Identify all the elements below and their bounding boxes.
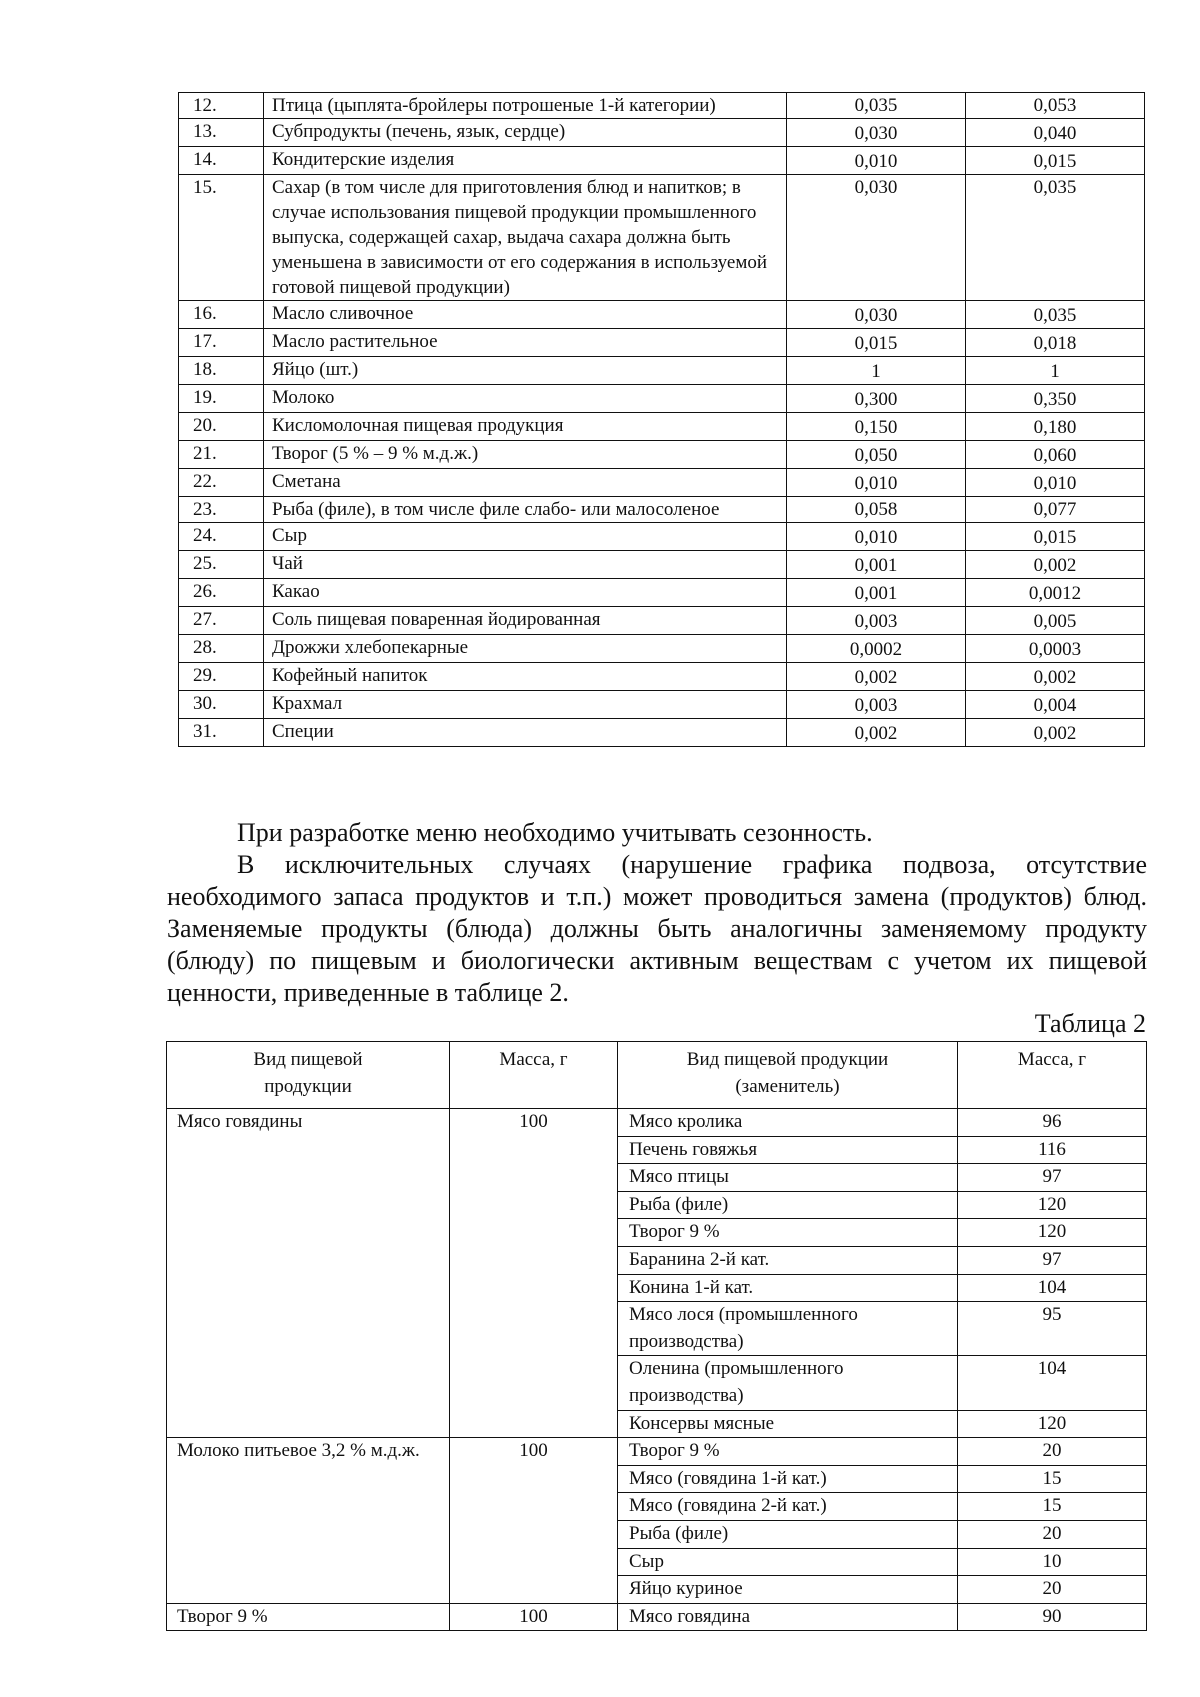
- product-name-text: Масло сливочное: [272, 303, 414, 324]
- norm-value-2-text: 0,040: [1033, 123, 1077, 144]
- substitute-name: Печень говяжья: [618, 1136, 958, 1164]
- product-name: [264, 607, 787, 635]
- product-name-text: Творог (5 % – 9 % м.д.ж.): [272, 443, 479, 464]
- substitute-name: Яйцо куриное: [618, 1576, 958, 1604]
- norm-value-2: [966, 119, 1145, 147]
- substitute-mass: 120: [958, 1219, 1147, 1247]
- row-number: [179, 469, 264, 497]
- norm-value-1: [787, 469, 966, 497]
- norm-value-1: [787, 301, 966, 329]
- row-number: [179, 301, 264, 329]
- table-row: [179, 663, 1145, 691]
- row-number: [179, 175, 264, 301]
- row-number-text: 13.: [193, 121, 217, 142]
- product-name-text: Рыба (филе), в том числе филе слабо- или малосоленое: [272, 499, 720, 520]
- row-number: [179, 635, 264, 663]
- product-name-text: Специи: [272, 721, 334, 742]
- table-row: [179, 497, 1145, 523]
- product-name-text: Кондитерские изделия: [272, 149, 455, 170]
- norm-value-2-text: 0,060: [1033, 445, 1077, 466]
- row-number: [179, 385, 264, 413]
- norm-value-2: [966, 441, 1145, 469]
- product-name-text: Молоко: [272, 387, 335, 408]
- product-name-text: Крахмал: [272, 693, 343, 714]
- row-number-text: 26.: [193, 581, 217, 602]
- row-number-text: 14.: [193, 149, 217, 170]
- base-product-mass: 100: [450, 1109, 618, 1438]
- norm-value-1-text: 0,150: [854, 417, 898, 438]
- substitute-name: Сыр: [618, 1548, 958, 1576]
- base-product-mass: 100: [450, 1603, 618, 1631]
- header-substitute-mass: Масса, г: [958, 1042, 1147, 1109]
- row-number: [179, 551, 264, 579]
- norm-value-2-text: 0,035: [1033, 177, 1077, 198]
- substitute-mass: 95: [958, 1302, 1147, 1356]
- substitute-mass: 20: [958, 1520, 1147, 1548]
- norm-value-2: [966, 523, 1145, 551]
- product-name: [264, 385, 787, 413]
- substitute-mass: 96: [958, 1109, 1147, 1137]
- norm-value-2: [966, 357, 1145, 385]
- row-number-text: 28.: [193, 637, 217, 658]
- norm-value-2-text: 0,180: [1033, 417, 1077, 438]
- norm-value-1-text: 0,001: [854, 555, 898, 576]
- norm-value-1-text: 0,030: [854, 177, 898, 198]
- norm-value-1: [787, 719, 966, 747]
- norm-value-2: [966, 469, 1145, 497]
- norm-value-2-text: 0,0012: [1028, 583, 1082, 604]
- norm-value-1-text: 0,030: [854, 123, 898, 144]
- row-number-text: 25.: [193, 553, 217, 574]
- norm-value-1-text: 0,010: [854, 473, 898, 494]
- table-row: [179, 357, 1145, 385]
- product-name: [264, 301, 787, 329]
- norms-table: [178, 92, 1145, 747]
- substitute-name: Консервы мясные: [618, 1410, 958, 1438]
- product-name-text: Сметана: [272, 471, 341, 492]
- substitute-mass: 90: [958, 1603, 1147, 1631]
- norm-value-2-text: 0,010: [1033, 473, 1077, 494]
- row-number-text: 24.: [193, 525, 217, 546]
- norm-value-1-text: 0,002: [854, 723, 898, 744]
- substitute-name: Мясо кролика: [618, 1109, 958, 1137]
- substitute-mass: 15: [958, 1465, 1147, 1493]
- table-row: [179, 551, 1145, 579]
- norm-value-1: [787, 663, 966, 691]
- norm-value-2: [966, 413, 1145, 441]
- table-row: [167, 1109, 1147, 1137]
- row-number: [179, 147, 264, 175]
- norm-value-1: [787, 385, 966, 413]
- norm-value-1-text: 0,300: [854, 389, 898, 410]
- base-product-name: Молоко питьевое 3,2 % м.д.ж.: [167, 1438, 450, 1604]
- substitute-name: Мясо (говядина 2-й кат.): [618, 1493, 958, 1521]
- substitute-mass: 104: [958, 1356, 1147, 1410]
- table-row: [167, 1438, 1147, 1466]
- norm-value-1: [787, 147, 966, 175]
- norm-value-2-text: 0,018: [1033, 333, 1077, 354]
- table-row: [179, 607, 1145, 635]
- product-name: [264, 469, 787, 497]
- row-number-text: 29.: [193, 665, 217, 686]
- substitute-name: Мясо говядина: [618, 1603, 958, 1631]
- substitute-mass: 116: [958, 1136, 1147, 1164]
- row-number-text: 30.: [193, 693, 217, 714]
- norm-value-1: [787, 175, 966, 301]
- norm-value-2-text: 0,015: [1033, 527, 1077, 548]
- row-number-text: 31.: [193, 721, 217, 742]
- product-name-text: Дрожжи хлебопекарные: [272, 637, 469, 658]
- product-name-text: Сахар (в том числе для приготовления блюд и напитков; в случае использования пищевой продукции промышленного выпуска, содержащей сахар, выдача сахара должна быть уменьшена в зависимости от его содержания в используемой готовой пищевой продукции): [272, 177, 768, 298]
- substitution-table: [166, 1041, 1147, 1631]
- norm-value-1: [787, 441, 966, 469]
- norm-value-2: [966, 691, 1145, 719]
- substitute-name: Рыба (филе): [618, 1520, 958, 1548]
- norm-value-2-text: 0,053: [1033, 95, 1077, 116]
- norm-value-1: [787, 551, 966, 579]
- product-name: [264, 635, 787, 663]
- substitute-name: Мясо птицы: [618, 1164, 958, 1192]
- table-row: [179, 635, 1145, 663]
- product-name: [264, 691, 787, 719]
- norm-value-1-text: 0,035: [854, 95, 898, 116]
- product-name-text: Субпродукты (печень, язык, сердце): [272, 121, 566, 142]
- product-name-text: Сыр: [272, 525, 307, 546]
- substitute-mass: 120: [958, 1410, 1147, 1438]
- header-mass: Масса, г: [450, 1042, 618, 1109]
- norm-value-2: [966, 329, 1145, 357]
- product-name: [264, 579, 787, 607]
- product-name-text: Яйцо (шт.): [272, 359, 359, 380]
- row-number: [179, 523, 264, 551]
- product-name-text: Соль пищевая поваренная йодированная: [272, 609, 601, 630]
- substitute-name: Баранина 2-й кат.: [618, 1246, 958, 1274]
- norm-value-2: [966, 663, 1145, 691]
- norm-value-2: [966, 385, 1145, 413]
- product-name-text: Чай: [272, 553, 303, 574]
- row-number-text: 20.: [193, 415, 217, 436]
- norm-value-1: [787, 93, 966, 119]
- table-row: [167, 1603, 1147, 1631]
- table-row: [179, 523, 1145, 551]
- row-number-text: 22.: [193, 471, 217, 492]
- substitute-mass: 15: [958, 1493, 1147, 1521]
- norm-value-1-text: 0,050: [854, 445, 898, 466]
- row-number: [179, 691, 264, 719]
- norm-value-2-text: 0,0003: [1028, 639, 1082, 660]
- header-substitute-type: Вид пищевой продукции (заменитель): [618, 1042, 958, 1109]
- product-name: [264, 523, 787, 551]
- row-number: [179, 607, 264, 635]
- product-name: [264, 147, 787, 175]
- product-name: [264, 119, 787, 147]
- substitution-paragraph: В исключительных случаях (нарушение графика подвоза, отсутствие необходимого запаса продуктов и т.п.) может проводиться замена (продуктов) блюд. Заменяемые продукты (блюда) должны быть аналогичны заменяемому продукту (блюду) по пищевым и биологически активным веществам с учетом их пищевой ценности, приведенные в таблице 2.: [167, 850, 1147, 1007]
- row-number-text: 12.: [193, 95, 217, 116]
- product-name: [264, 93, 787, 119]
- row-number-text: 16.: [193, 303, 217, 324]
- row-number: [179, 441, 264, 469]
- row-number-text: 23.: [193, 499, 217, 520]
- product-name: [264, 329, 787, 357]
- table-row: [179, 719, 1145, 747]
- norm-value-2: [966, 719, 1145, 747]
- row-number: [179, 497, 264, 523]
- norm-value-2-text: 1: [1050, 361, 1060, 382]
- substitute-name: Рыба (филе): [618, 1191, 958, 1219]
- norm-value-1-text: 0,0002: [849, 639, 903, 660]
- product-name-text: Масло растительное: [272, 331, 438, 352]
- norm-value-1-text: 0,010: [854, 527, 898, 548]
- row-number: [179, 119, 264, 147]
- table-row: [179, 385, 1145, 413]
- product-name: [264, 175, 787, 301]
- substitute-name: Творог 9 %: [618, 1438, 958, 1466]
- table-row: [179, 329, 1145, 357]
- norm-value-2: [966, 175, 1145, 301]
- norm-value-2-text: 0,005: [1033, 611, 1077, 632]
- product-name: [264, 551, 787, 579]
- row-number: [179, 579, 264, 607]
- product-name: [264, 663, 787, 691]
- row-number-text: 21.: [193, 443, 217, 464]
- substitute-name: Конина 1-й кат.: [618, 1274, 958, 1302]
- norm-value-1-text: 0,003: [854, 611, 898, 632]
- norm-value-1: [787, 413, 966, 441]
- norm-value-1-text: 0,058: [854, 499, 898, 520]
- norms-table-body: [179, 93, 1145, 747]
- norm-value-1: [787, 523, 966, 551]
- table-row: [179, 119, 1145, 147]
- row-number-text: 27.: [193, 609, 217, 630]
- seasonality-paragraph: При разработке меню необходимо учитывать сезонность.: [237, 818, 873, 847]
- header-product-type: Вид пищевой продукции: [167, 1042, 450, 1109]
- substitute-name: Мясо (говядина 1-й кат.): [618, 1465, 958, 1493]
- row-number: [179, 719, 264, 747]
- norm-value-1-text: 0,015: [854, 333, 898, 354]
- table-row: [179, 147, 1145, 175]
- row-number: [179, 663, 264, 691]
- row-number: [179, 93, 264, 119]
- row-number: [179, 357, 264, 385]
- row-number: [179, 413, 264, 441]
- norm-value-1-text: 0,030: [854, 305, 898, 326]
- table-row: [179, 301, 1145, 329]
- substitute-mass: 120: [958, 1191, 1147, 1219]
- substitution-table-body: [167, 1109, 1147, 1631]
- row-number-text: 15.: [193, 177, 217, 198]
- table-row: [179, 441, 1145, 469]
- norm-value-2: [966, 579, 1145, 607]
- table-row: [179, 469, 1145, 497]
- row-number-text: 17.: [193, 331, 217, 352]
- substitute-mass: 97: [958, 1246, 1147, 1274]
- substitute-name: Мясо лося (промышленного производства): [618, 1302, 958, 1356]
- substitute-name: Оленина (промышленного производства): [618, 1356, 958, 1410]
- norm-value-1: [787, 607, 966, 635]
- norm-value-2: [966, 93, 1145, 119]
- product-name-text: Птица (цыплята-бройлеры потрошеные 1-й категории): [272, 95, 716, 116]
- product-name: [264, 497, 787, 523]
- base-product-name: Мясо говядины: [167, 1109, 450, 1438]
- norm-value-1: [787, 579, 966, 607]
- substitute-mass: 20: [958, 1438, 1147, 1466]
- base-product-name: Творог 9 %: [167, 1603, 450, 1631]
- product-name: [264, 441, 787, 469]
- norm-value-2-text: 0,350: [1033, 389, 1077, 410]
- norm-value-2: [966, 607, 1145, 635]
- norm-value-2: [966, 497, 1145, 523]
- norm-value-1-text: 0,001: [854, 583, 898, 604]
- norm-value-1: [787, 497, 966, 523]
- norm-value-2: [966, 147, 1145, 175]
- norm-value-2-text: 0,035: [1033, 305, 1077, 326]
- row-number: [179, 329, 264, 357]
- table-row: [179, 691, 1145, 719]
- product-name-text: Кисломолочная пищевая продукция: [272, 415, 564, 436]
- table-row: [179, 413, 1145, 441]
- norm-value-2-text: 0,015: [1033, 151, 1077, 172]
- norm-value-2: [966, 635, 1145, 663]
- norm-value-1-text: 0,002: [854, 667, 898, 688]
- norm-value-2: [966, 301, 1145, 329]
- norm-value-1-text: 1: [871, 361, 881, 382]
- norm-value-2-text: 0,002: [1033, 723, 1077, 744]
- norm-value-2: [966, 551, 1145, 579]
- product-name: [264, 357, 787, 385]
- norm-value-1: [787, 691, 966, 719]
- table-row: [179, 93, 1145, 119]
- product-name: [264, 719, 787, 747]
- product-name-text: Кофейный напиток: [272, 665, 428, 686]
- substitute-mass: 104: [958, 1274, 1147, 1302]
- norm-value-2-text: 0,002: [1033, 555, 1077, 576]
- table2-caption: Таблица 2: [1034, 1009, 1146, 1038]
- product-name: [264, 413, 787, 441]
- norm-value-1-text: 0,010: [854, 151, 898, 172]
- base-product-mass: 100: [450, 1438, 618, 1604]
- substitute-mass: 20: [958, 1576, 1147, 1604]
- substitute-mass: 97: [958, 1164, 1147, 1192]
- norm-value-1: [787, 329, 966, 357]
- table-row: [179, 175, 1145, 301]
- norm-value-1: [787, 635, 966, 663]
- table-row: [179, 579, 1145, 607]
- substitute-mass: 10: [958, 1548, 1147, 1576]
- norm-value-2-text: 0,004: [1033, 695, 1077, 716]
- norm-value-1: [787, 357, 966, 385]
- norm-value-1: [787, 119, 966, 147]
- norm-value-2-text: 0,002: [1033, 667, 1077, 688]
- norm-value-2-text: 0,077: [1033, 499, 1077, 520]
- row-number-text: 19.: [193, 387, 217, 408]
- substitution-table-header: [167, 1042, 1147, 1109]
- substitute-name: Творог 9 %: [618, 1219, 958, 1247]
- row-number-text: 18.: [193, 359, 217, 380]
- norm-value-1-text: 0,003: [854, 695, 898, 716]
- product-name-text: Какао: [272, 581, 320, 602]
